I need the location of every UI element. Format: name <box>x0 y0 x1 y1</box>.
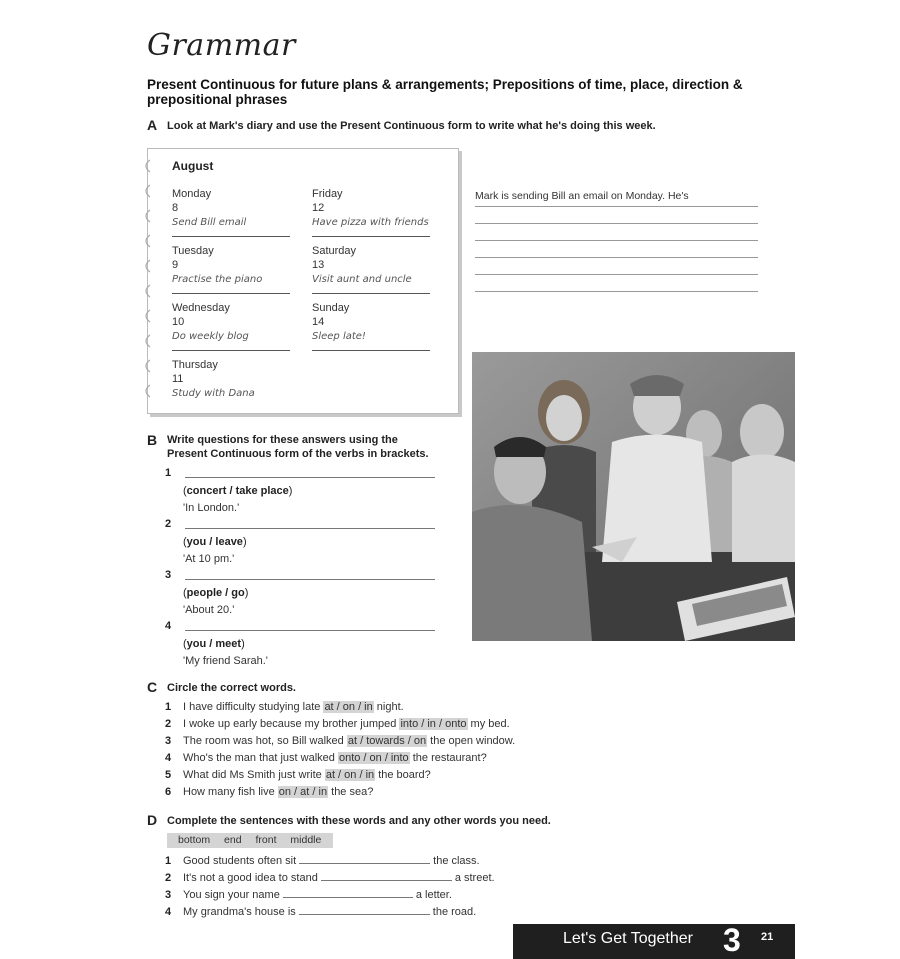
section-a-example: Mark is sending Bill an email on Monday. He's <box>475 190 758 207</box>
section-d-item <box>165 871 495 885</box>
section-c-item <box>165 717 510 731</box>
item-number: 3 <box>165 889 172 901</box>
preposition-options[interactable]: on / at / in <box>278 786 328 798</box>
preposition-options[interactable]: at / on / in <box>324 701 373 713</box>
section-d-letter: D <box>147 812 158 828</box>
preposition-options[interactable]: at / towards / on <box>347 735 427 747</box>
item-verbs-wrapper: (people / go) <box>183 587 249 599</box>
answer-line[interactable] <box>185 528 435 529</box>
answer-line[interactable] <box>475 258 758 275</box>
item-verbs: people / go <box>186 587 245 599</box>
day-entry: Sleep late! <box>312 331 366 342</box>
section-c-item <box>165 751 487 765</box>
item-number: 3 <box>165 735 172 747</box>
item-number: 4 <box>165 620 172 632</box>
unit-number: 3 <box>723 922 741 958</box>
word-bank-item: front <box>255 834 277 846</box>
day-entry: Do weekly blog <box>172 331 249 342</box>
item-text-before: I woke up early because my brother jumped <box>183 718 400 730</box>
item-text-before: The room was hot, so Bill walked <box>183 735 347 747</box>
diary-day <box>172 301 290 351</box>
answer-line[interactable] <box>475 241 758 258</box>
item-answer: 'About 20.' <box>183 604 235 616</box>
item-number: 3 <box>165 569 172 581</box>
section-d-item <box>165 905 476 919</box>
diary <box>147 148 459 414</box>
item-verbs-wrapper: (concert / take place) <box>183 485 293 497</box>
spiral-binding-icon <box>142 155 152 405</box>
item-text-after: the road. <box>432 906 477 918</box>
word-bank-item: end <box>224 834 242 846</box>
item-answer: 'At 10 pm.' <box>183 553 235 565</box>
answer-line[interactable] <box>185 630 435 631</box>
day-date: 10 <box>172 316 185 328</box>
preposition-options[interactable]: onto / on / into <box>338 752 409 764</box>
photo-illustration <box>472 352 795 641</box>
day-name: Thursday <box>172 359 218 371</box>
item-verbs: you / meet <box>186 638 242 650</box>
item-number: 2 <box>165 718 172 730</box>
answer-line[interactable] <box>475 275 758 292</box>
answer-blank[interactable] <box>299 905 430 915</box>
day-name: Friday <box>312 188 343 200</box>
diary-day <box>172 358 290 408</box>
day-entry: Practise the piano <box>172 274 263 285</box>
day-date: 12 <box>312 202 325 214</box>
section-b-letter: B <box>147 432 158 448</box>
item-number: 5 <box>165 769 172 781</box>
answer-blank[interactable] <box>283 888 413 898</box>
item-text-after: night. <box>373 701 404 713</box>
item-number: 6 <box>165 786 172 798</box>
word-bank-item: bottom <box>178 834 211 846</box>
section-a-answer-area[interactable] <box>475 190 758 292</box>
item-verbs: you / leave <box>186 536 243 548</box>
item-text-before: How many fish live <box>183 786 278 798</box>
day-entry: Visit aunt and uncle <box>312 274 412 285</box>
item-number: 4 <box>165 906 172 918</box>
answer-line[interactable] <box>185 477 435 478</box>
item-text-before: You sign your name <box>183 889 280 901</box>
section-c-item <box>165 734 515 748</box>
item-answer: 'My friend Sarah.' <box>183 655 268 667</box>
preposition-options[interactable]: into / in / onto <box>400 718 467 730</box>
day-name: Saturday <box>312 245 357 257</box>
day-entry: Study with Dana <box>172 388 255 399</box>
diary-day <box>312 301 430 351</box>
day-name: Sunday <box>312 302 350 314</box>
day-date: 14 <box>312 316 325 328</box>
diary-day <box>312 187 430 237</box>
item-number: 1 <box>165 855 172 867</box>
page-number: 21 <box>761 931 774 943</box>
page-subtitle: Present Continuous for future plans & arrangements; Prepositions of time, place, direction & prepositional phrases <box>147 77 743 107</box>
page-title: Grammar <box>147 28 296 63</box>
teenagers-eating-pizza-photo <box>472 352 795 641</box>
answer-blank[interactable] <box>299 854 430 864</box>
day-date: 8 <box>172 202 179 214</box>
diary-day <box>172 244 290 294</box>
section-c-letter: C <box>147 679 158 695</box>
item-number: 2 <box>165 872 172 884</box>
section-d-instruction: Complete the sentences with these words and any other words you need. <box>167 815 551 827</box>
item-text-before: What did Ms Smith just write <box>183 769 325 781</box>
diary-day <box>312 244 430 294</box>
item-text-before: My grandma's house is <box>183 906 296 918</box>
item-text-before: Good students often sit <box>183 855 297 867</box>
section-c-instruction: Circle the correct words. <box>167 682 296 694</box>
item-text-after: the sea? <box>328 786 374 798</box>
section-d-item <box>165 854 480 868</box>
day-name: Tuesday <box>172 245 214 257</box>
day-date: 13 <box>312 259 325 271</box>
diary-month: August <box>172 159 214 173</box>
diary-day <box>172 187 290 237</box>
item-number: 1 <box>165 467 172 479</box>
day-date: 9 <box>172 259 179 271</box>
day-name: Wednesday <box>172 302 230 314</box>
item-text-before: It's not a good idea to stand <box>183 872 318 884</box>
answer-line[interactable] <box>475 224 758 241</box>
day-entry: Have pizza with friends <box>312 217 429 228</box>
section-a-instruction: Look at Mark's diary and use the Present Continuous form to write what he's doing this week. <box>167 120 656 132</box>
day-date: 11 <box>172 373 184 385</box>
item-text-before: I have difficulty studying late <box>183 701 324 713</box>
item-number: 1 <box>165 701 172 713</box>
item-verbs-wrapper: (you / leave) <box>183 536 247 548</box>
item-text-after: the board? <box>375 769 431 781</box>
item-number: 2 <box>165 518 172 530</box>
item-number: 4 <box>165 752 172 764</box>
section-a-letter: A <box>147 117 158 133</box>
section-c-item <box>165 768 431 782</box>
section-d-item <box>165 888 452 902</box>
answer-line[interactable] <box>185 579 435 580</box>
answer-line[interactable] <box>475 207 758 224</box>
day-entry: Send Bill email <box>172 217 247 228</box>
item-text-after: the open window. <box>427 735 516 747</box>
item-text-after: my bed. <box>467 718 510 730</box>
day-name: Monday <box>172 188 212 200</box>
item-verbs-wrapper: (you / meet) <box>183 638 245 650</box>
unit-title: Let's Get Together <box>563 930 693 947</box>
item-verbs: concert / take place <box>186 485 289 497</box>
word-bank-item: middle <box>290 834 322 846</box>
item-text-after: the restaurant? <box>409 752 487 764</box>
item-answer: 'In London.' <box>183 502 240 514</box>
answer-blank[interactable] <box>321 871 452 881</box>
section-c-item <box>165 785 373 799</box>
unit-footer <box>513 924 795 959</box>
word-bank <box>167 833 333 848</box>
section-c-item <box>165 700 404 714</box>
section-b-instruction-line2: Present Continuous form of the verbs in brackets. <box>167 448 429 460</box>
preposition-options[interactable]: at / on / in <box>325 769 375 781</box>
item-text-before: Who's the man that just walked <box>183 752 338 764</box>
section-b-instruction-line1: Write questions for these answers using the <box>167 434 398 446</box>
item-text-after: a street. <box>454 872 495 884</box>
item-text-after: the class. <box>433 855 480 867</box>
item-text-after: a letter. <box>415 889 452 901</box>
